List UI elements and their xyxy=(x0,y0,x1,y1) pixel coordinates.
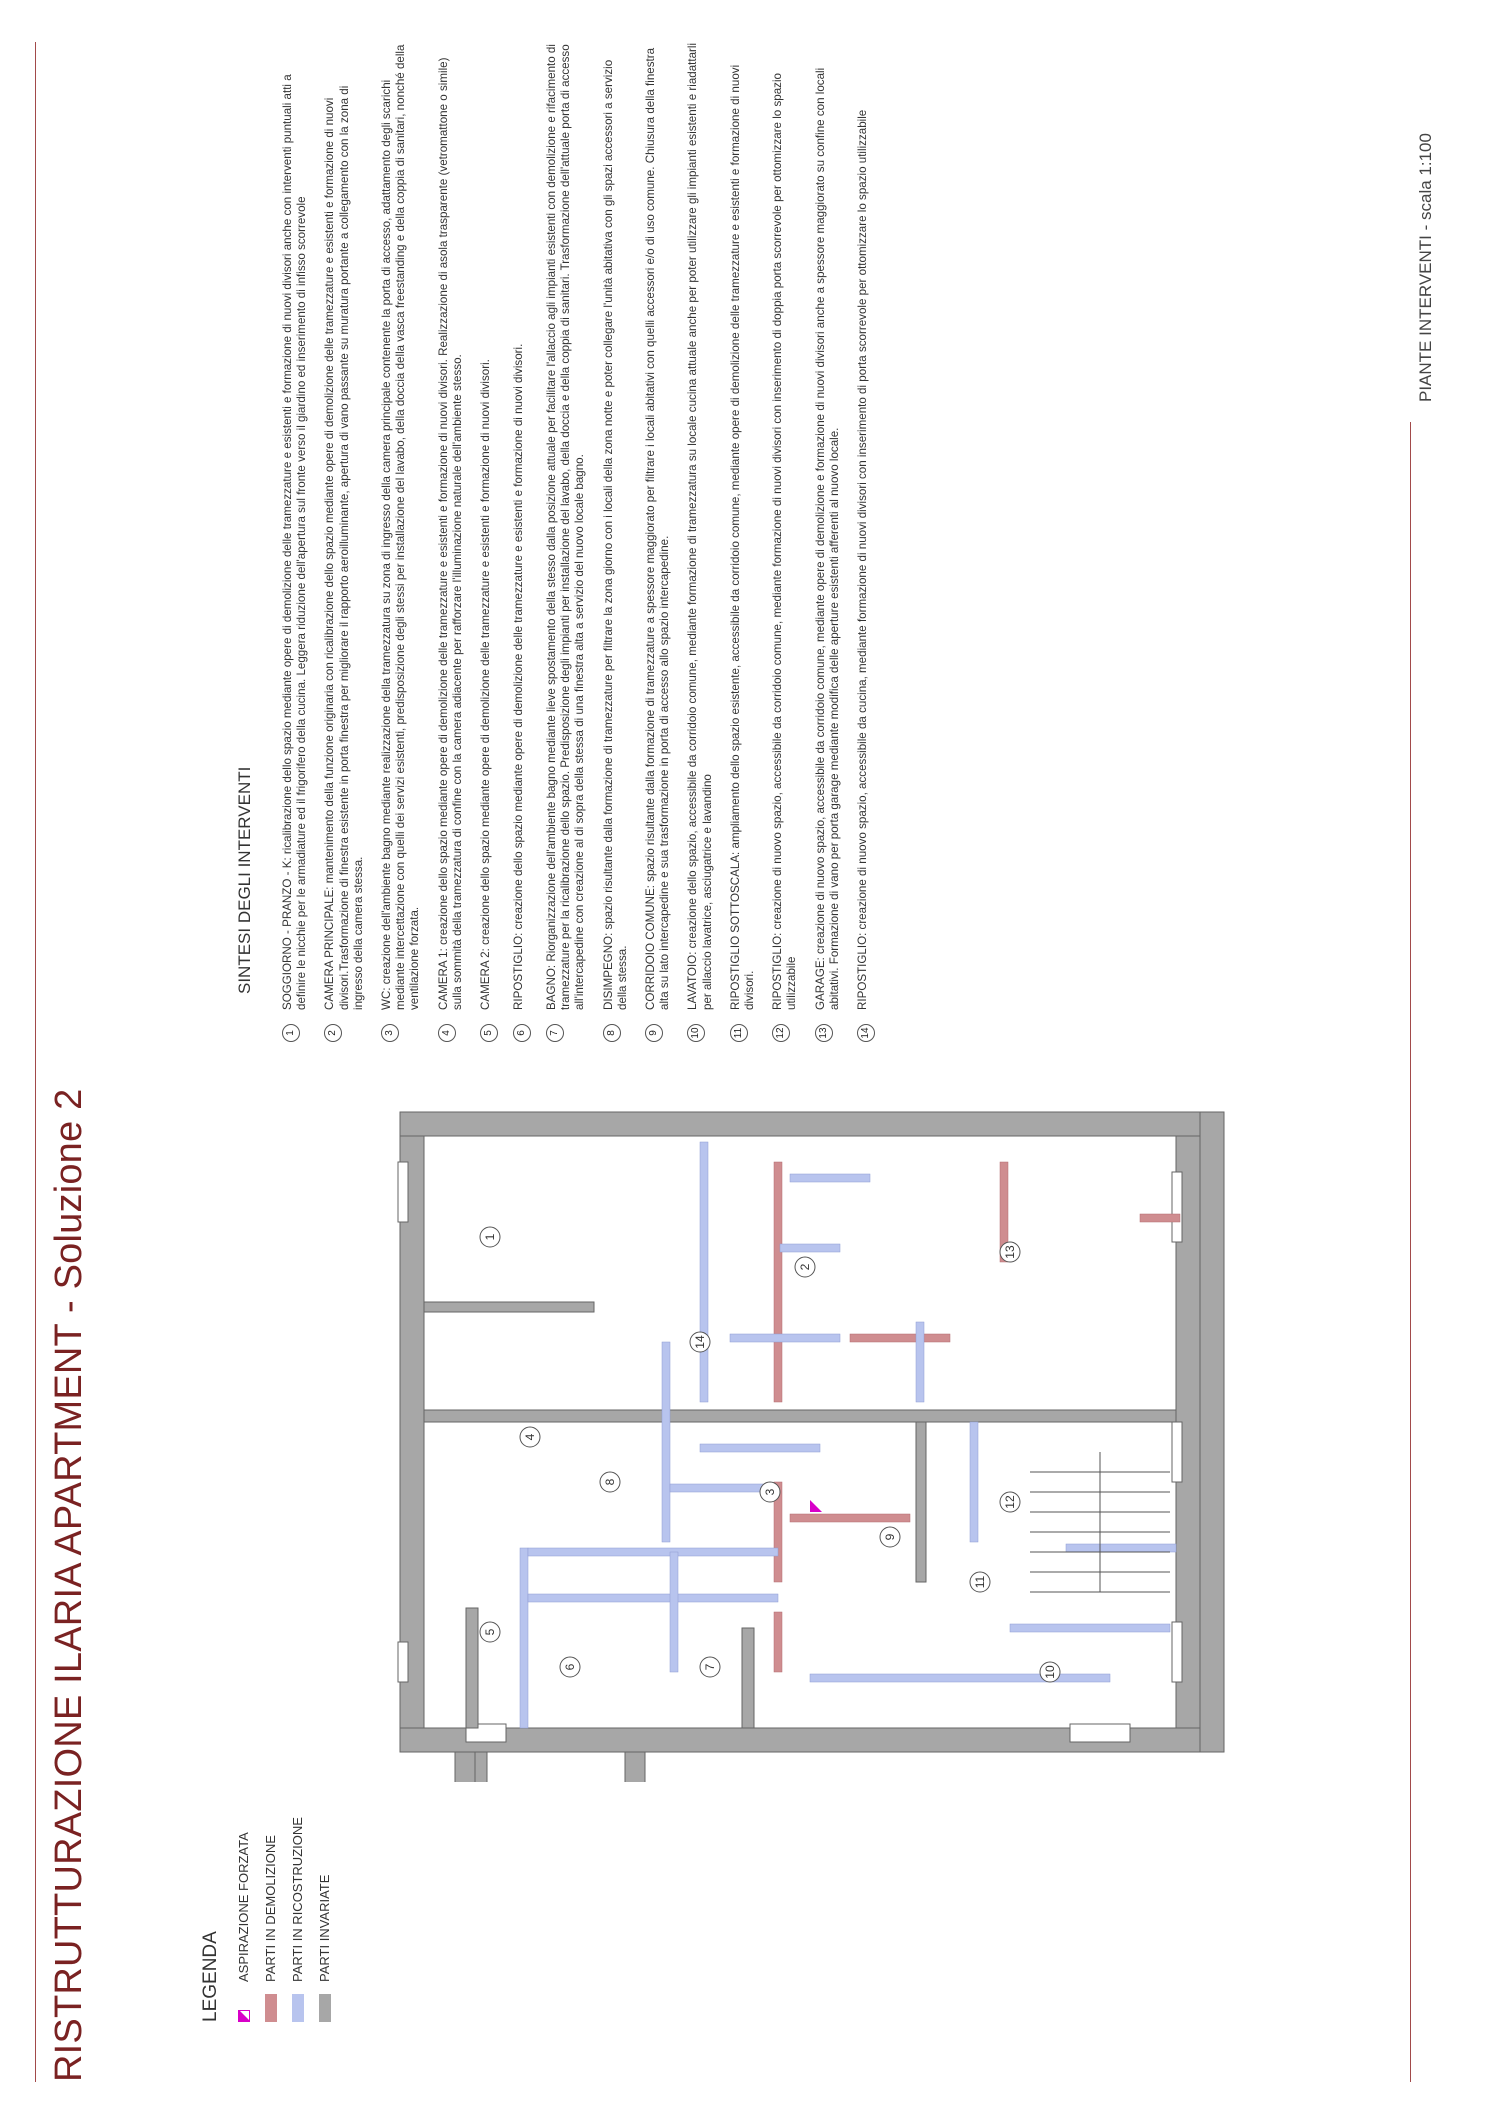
room-marker-10 xyxy=(1040,1662,1060,1682)
note-item xyxy=(281,42,309,1042)
notes-title: SINTESI DEGLI INTERVENTI xyxy=(235,766,254,994)
room-marker-8 xyxy=(600,1472,620,1492)
room-marker-12 xyxy=(1000,1492,1020,1512)
legend-label: PARTI INVARIATE xyxy=(317,1874,332,1982)
note-item xyxy=(814,42,842,1042)
demolition-swatch xyxy=(265,1994,277,2022)
note-item xyxy=(729,42,757,1042)
room-marker-14 xyxy=(690,1332,710,1352)
note-text: GARAGE: creazione di nuovo spazio, accessibile da corridoio comune, mediante opere di demolizione e formazione di nuovi divisori anche a spessore maggiorato su confine con locali abitativi. Formazione di vano per porta garage mediante modifica delle aperture esistenti afferenti al nuovo locale. xyxy=(813,67,841,1010)
room-marker-2 xyxy=(795,1257,815,1277)
note-number: 13 xyxy=(815,1024,833,1042)
legend-item-unchanged xyxy=(311,1722,338,2022)
svg-text:13: 13 xyxy=(1003,1245,1017,1259)
svg-text:1: 1 xyxy=(483,1233,497,1241)
note-item xyxy=(479,42,498,1042)
room-marker-3 xyxy=(760,1482,780,1502)
room-marker-1 xyxy=(480,1227,500,1247)
note-item xyxy=(771,42,799,1042)
note-text: WC: creazione dell'ambiente bagno mediante realizzazione della tramezzatura su zona di ingresso della camera principale contenente la porta di accesso, adattamento degli scarichi mediante intercettazione con quelli dei servizi esistenti, predisposizione degli stessi per installazione del lavabo, della doccia della vasca freestanding e della coppia di sanitari, nonché della ventilazione forzata. xyxy=(380,44,422,1010)
svg-text:2: 2 xyxy=(798,1263,812,1271)
note-number: 7 xyxy=(546,1024,564,1042)
svg-text:4: 4 xyxy=(523,1433,537,1441)
legend-label: PARTI IN DEMOLIZIONE xyxy=(263,1835,278,1982)
legend-label: PARTI IN RICOSTRUZIONE xyxy=(290,1817,305,1982)
note-number: 5 xyxy=(480,1024,498,1042)
note-text: RIPOSTIGLIO SOTTOSCALA: ampliamento dello spazio esistente, accessibile da corridoio comune, mediante opere di demolizione delle tramezzature e esistenti e formazione di nuovi divisori. xyxy=(728,64,757,1010)
top-rule xyxy=(35,42,36,2082)
bottom-rule xyxy=(1410,422,1411,2082)
note-text: RIPOSTIGLIO: creazione dello spazio mediante opere di demolizione delle tramezzature e esistenti e formazione di nuovi divisori. xyxy=(512,343,526,1010)
ventilation-marker xyxy=(810,1500,822,1512)
svg-text:10: 10 xyxy=(1043,1665,1057,1679)
note-number: 2 xyxy=(324,1024,342,1042)
page-title: RISTRUTTURAZIONE ILARIA APARTMENT - Soluzione 2 xyxy=(48,1088,90,2082)
note-number: 6 xyxy=(513,1024,531,1042)
note-item xyxy=(686,42,714,1042)
note-text: CAMERA 2: creazione dello spazio mediante opere di demolizione delle tramezzature e esistenti e formazione di nuovi divisori. xyxy=(479,359,493,1010)
note-text: CORRIDOIO COMUNE: spazio risultante dalla formazione di tramezzature a spessore maggiorato per filtrare i locali abitativi con quelli accessori e/o di uso comune. Chiusura della finestra alta su lato intercapedine e sua trasformazione in porta di accesso allo spazio intercapedine. xyxy=(644,47,672,1010)
note-item xyxy=(437,42,465,1042)
note-number: 14 xyxy=(857,1024,875,1042)
legend xyxy=(200,1722,338,2022)
note-number: 4 xyxy=(438,1024,456,1042)
legend-item-ventilation xyxy=(230,1722,257,2022)
legend-title: LEGENDA xyxy=(200,1931,221,2022)
note-number: 9 xyxy=(645,1024,663,1042)
svg-text:3: 3 xyxy=(763,1488,777,1496)
note-text: BAGNO: Riorganizzazione dell'ambiente bagno mediante lieve spostamento della stesso dalla posizione attuale per facilitare l'allaccio agli impianti esistenti con demolizione e rifacimento di tramezzature per la ricalibrazione dello spazio. Predisposizione degli impianti per installazione del lavabo, della doccia e della coppia di sanitari. Trasformazione dell'attuale porta di accesso all'intercapedine con creazione al di sopra della stessa di una finestra alta a servizio del nuovo locale bagno. xyxy=(545,44,587,1010)
note-number: 11 xyxy=(730,1024,748,1042)
note-text: CAMERA PRINCIPALE: mantenimento della funzione originaria con ricalibrazione dello spazio mediante opere di demolizione delle tramezzature e esistenti e formazione di nuovi divisori.Trasformazione di finestra esistente in porta finestra per migliorare il rapporto aeroilluminante, apertura di vano passante su muratura portante a collegamento con la zona di ingresso della camera stessa. xyxy=(323,85,365,1010)
svg-text:6: 6 xyxy=(563,1663,577,1671)
note-text: SOGGIORNO - PRANZO - K: ricalibrazione dello spazio mediante opere di demolizione delle tramezzature e esistenti e formazione di nuovi divisori anche con interventi puntuali atti a definire le nicchie per le armadiature ed il frigorifero della cucina. Leggera riduzione dell'apertura sul fronte verso il giardino ed inserimento di infisso scorrevole xyxy=(281,74,309,1010)
sheet-footer: PIANTE INTERVENTI - scala 1:100 xyxy=(1416,133,1435,402)
note-number: 10 xyxy=(687,1024,705,1042)
note-number: 1 xyxy=(282,1024,300,1042)
note-item xyxy=(602,42,630,1042)
room-marker-6 xyxy=(560,1657,580,1677)
svg-text:8: 8 xyxy=(603,1478,617,1486)
room-marker-5 xyxy=(480,1622,500,1642)
note-item xyxy=(323,42,366,1042)
note-item xyxy=(512,42,531,1042)
legend-item-demolition xyxy=(257,1722,284,2022)
room-marker-13 xyxy=(1000,1242,1020,1262)
reconstruction-swatch xyxy=(292,1994,304,2022)
reconstruction-walls xyxy=(520,1142,1176,1728)
legend-label: ASPIRAZIONE FORZATA xyxy=(236,1832,251,1982)
note-item xyxy=(644,42,672,1042)
ventilation-icon xyxy=(238,2010,250,2022)
note-text: CAMERA 1: creazione dello spazio mediante opere di demolizione delle tramezzature e esistenti e formazione di nuovi divisori. Realizzazione di asola trasparente (vetromattone o simile) sulla sommità della tramezzatura di confine con la camera adiacente per rafforzare l'illuminazione naturale dell'ambiente stesso. xyxy=(436,57,464,1010)
svg-text:14: 14 xyxy=(693,1335,707,1349)
svg-text:9: 9 xyxy=(883,1533,897,1541)
legend-item-reconstruction xyxy=(284,1722,311,2022)
note-text: RIPOSTIGLIO: creazione di nuovo spazio, accessibile da corridoio comune, mediante formazione di nuovi divisori con inserimento di doppia porta scorrevole per ottomizzare lo spazio utilizzabile xyxy=(771,73,799,1010)
note-item xyxy=(545,42,588,1042)
room-marker-11 xyxy=(970,1572,990,1592)
note-number: 3 xyxy=(381,1024,399,1042)
note-text: RIPOSTIGLIO: creazione di nuovo spazio, accessibile da cucina, mediante formazione di nuovi divisori con inserimento di porta scorrevole per ottomizzare lo spazio utilizzabile xyxy=(856,109,870,1010)
note-text: DISIMPEGNO: spazio risultante dalla formazione di tramezzature per filtrare la zona giorno con i locali della zona notte e poter collegare l'unità abitativa con gli spazi accessori a servizio della stessa. xyxy=(601,59,629,1010)
svg-text:12: 12 xyxy=(1003,1495,1017,1509)
staircase xyxy=(1030,1452,1170,1592)
room-marker-4 xyxy=(520,1427,540,1447)
note-number: 8 xyxy=(603,1024,621,1042)
interventions-summary xyxy=(235,42,889,1042)
room-marker-9 xyxy=(880,1527,900,1547)
svg-text:5: 5 xyxy=(483,1628,497,1636)
note-item xyxy=(380,42,423,1042)
note-text: LAVATOIO: creazione dello spazio, accessibile da corridoio comune, mediante formazione di tramezzatura su locale cucina attuale anche per poter utilizzare gli impianti esistenti e riadattarli per allaccio lavatrice, asciugatrice e lavandino xyxy=(686,42,714,1010)
unchanged-swatch xyxy=(319,1994,331,2022)
note-item xyxy=(856,42,875,1042)
floor-plan xyxy=(370,1082,1310,1782)
svg-text:11: 11 xyxy=(973,1575,987,1589)
room-marker-7 xyxy=(700,1657,720,1677)
svg-text:7: 7 xyxy=(703,1663,717,1671)
note-number: 12 xyxy=(772,1024,790,1042)
